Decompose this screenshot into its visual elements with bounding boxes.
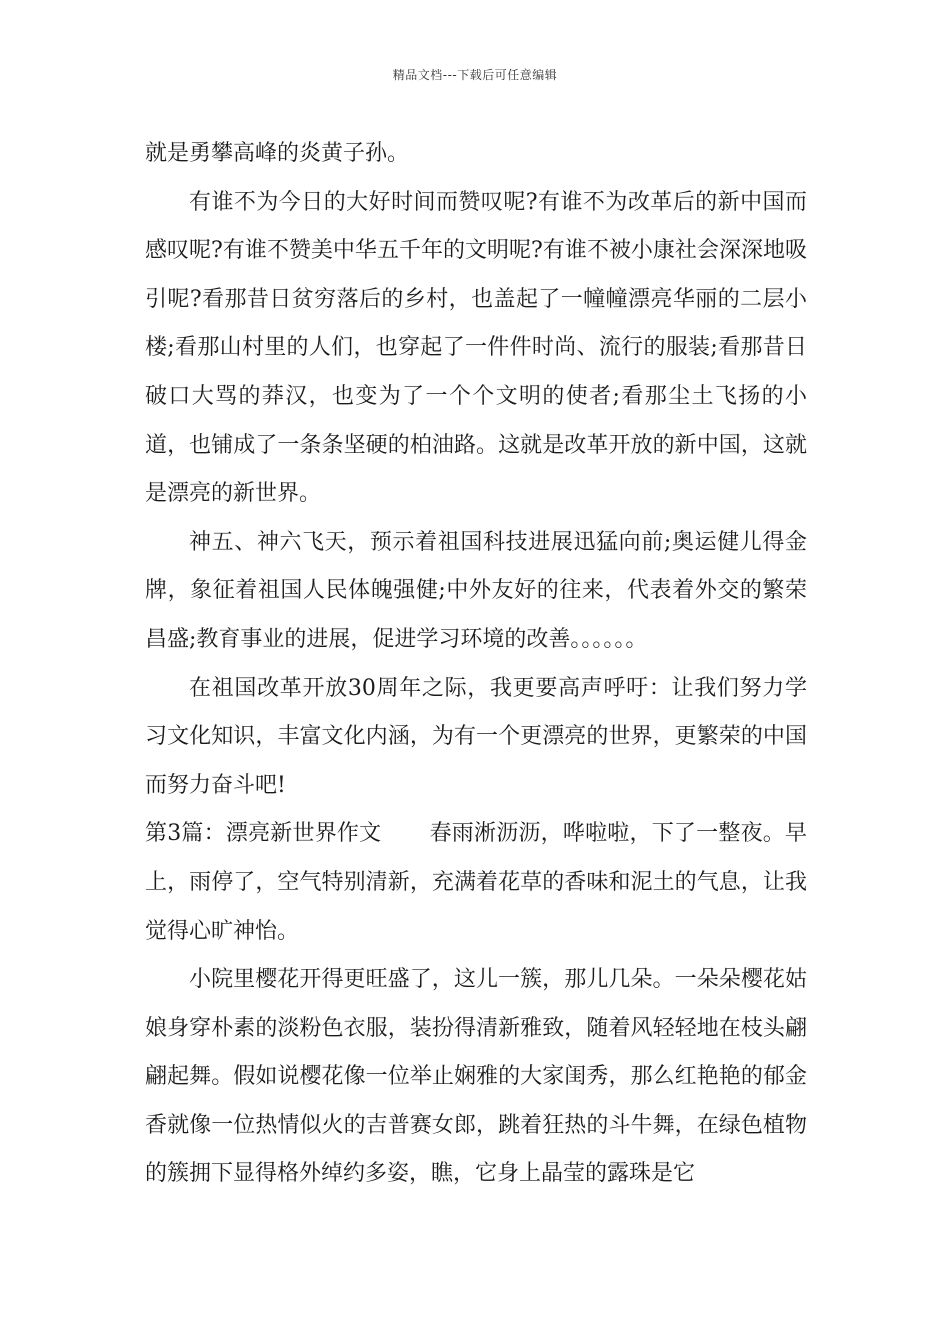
document-body: [145, 130, 807, 1199]
section-paragraph: [145, 810, 807, 956]
paragraph: 就是勇攀高峰的炎黄子孙。: [145, 141, 410, 166]
paragraph: 神五、神六飞天，预示着祖国科技进展迅猛向前;奥运健儿得金牌，象征着祖国人民体魄强健;中外友好的往来，代表着外交的繁荣昌盛;教育事业的进展，促进学习环境的改善。。。。。。: [145, 529, 807, 652]
paragraph: 有谁不为今日的大好时间而赞叹呢?有谁不为改革后的新中国而感叹呢?有谁不赞美中华五千年的文明呢?有谁不被小康社会深深地吸引呢?看那昔日贫穷落后的乡村，也盖起了一幢幢漂亮华丽的二层小楼;看那山村里的人们，也穿起了一件件时尚、流行的服装;看那昔日破口大骂的莽汉，也变为了一个个文明的使者;看那尘土飞扬的小道，也铺成了一条条坚硬的柏油路。这就是改革开放的新中国，这就是漂亮的新世界。: [145, 189, 807, 507]
page-header: 精品文档---下载后可任意编辑: [392, 68, 558, 82]
section-title: 第3篇：漂亮新世界作文: [145, 821, 382, 847]
section-text: 春雨淅沥沥，哗啦啦，下了一整夜。早上，雨停了，空气特别清新，充满着花草的香味和泥土的气息，让我觉得心旷神怡。: [145, 821, 807, 944]
paragraph: 在祖国改革开放30周年之际，我更要高声呼吁：让我们努力学习文化知识，丰富文化内涵，为有一个更漂亮的世界，更繁荣的中国而努力奋斗吧!: [145, 675, 807, 798]
paragraph: 小院里樱花开得更旺盛了，这儿一簇，那儿几朵。一朵朵樱花姑娘身穿朴素的淡粉色衣服，装扮得清新雅致，随着风轻轻地在枝头翩翩起舞。假如说樱花像一位举止娴雅的大家闺秀，那么红艳艳的郁金香就像一位热情似火的吉普赛女郎，跳着狂热的斗牛舞，在绿色植物的簇拥下显得格外绰约多姿，瞧，它身上晶莹的露珠是它: [145, 967, 807, 1187]
